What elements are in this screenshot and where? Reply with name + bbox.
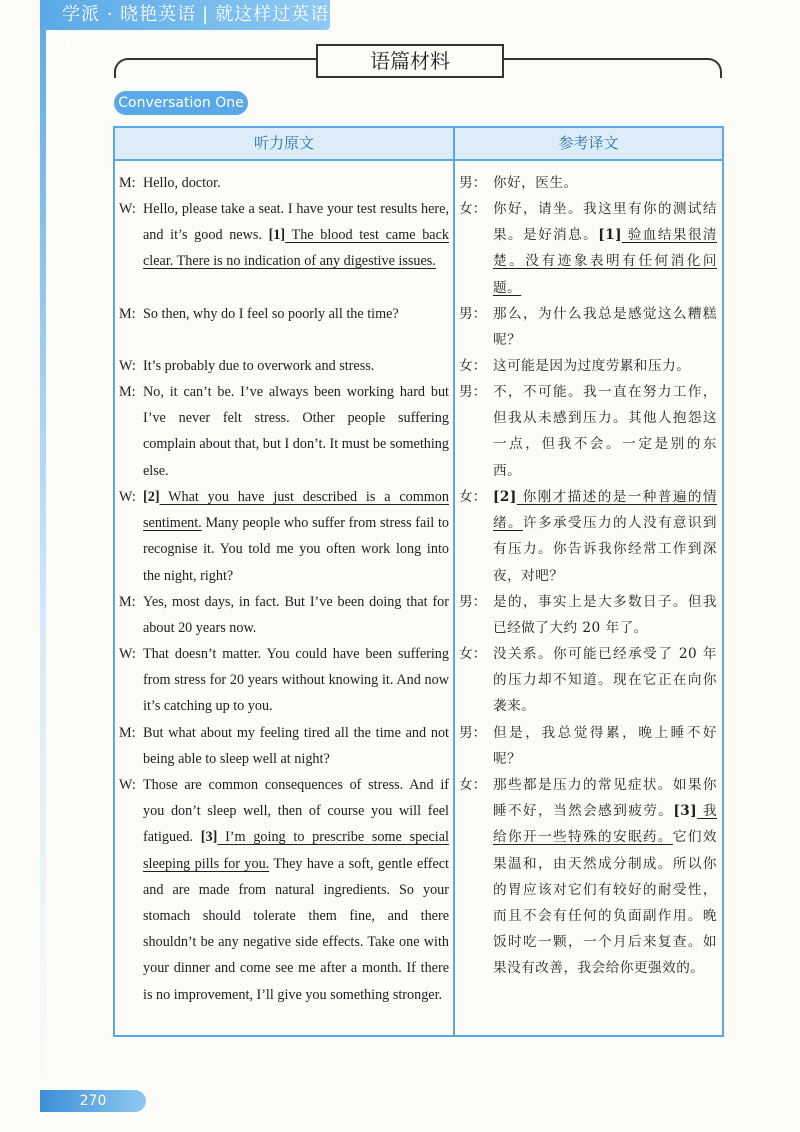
zh-cell — [459, 589, 717, 641]
en-speaker: M: — [119, 384, 136, 400]
text-run: Those are common consequences of stress. And if you don’t sleep well, then of course you will feel fatigued. — [143, 777, 449, 846]
en-text — [143, 353, 449, 379]
en-text — [143, 720, 449, 772]
header-divider: | — [202, 4, 210, 25]
col-header-original: 听力原文 — [253, 134, 314, 152]
answer-marker: [2] — [493, 489, 517, 505]
answer-underline: What you have just described is a common sentiment. — [143, 489, 449, 532]
en-speaker: M: — [119, 725, 136, 741]
page-number: 270 — [40, 1090, 146, 1112]
en-cell — [119, 196, 449, 275]
zh-text — [493, 720, 717, 772]
zh-text — [493, 484, 717, 589]
zh-cell — [459, 170, 717, 196]
en-text — [143, 301, 449, 327]
text-run: 没关系。你可能已经承受了 20 年的压力却不知道。现在它正在向你袭来。 — [493, 646, 717, 715]
en-text — [143, 170, 449, 196]
section-title: 语篇材料 — [316, 44, 504, 78]
en-cell — [119, 379, 449, 484]
text-run: Hello, doctor. — [143, 175, 221, 191]
en-text — [143, 589, 449, 641]
col-header-translation: 参考译文 — [558, 134, 619, 152]
answer-marker: [1] — [268, 227, 286, 244]
answer-underline: 我给你开一些特殊的安眠药。 — [493, 803, 718, 846]
text-run: 那些都是压力的常见症状。如果你睡不好，当然会感到疲劳。 — [493, 777, 717, 820]
text-run: Many people who suffer from stress fail to recognise it. You told me you often work long into the night, right? — [143, 515, 449, 584]
en-cell — [119, 353, 449, 379]
zh-speaker: 男： — [459, 594, 487, 610]
zh-cell — [459, 484, 717, 589]
zh-text — [493, 589, 717, 641]
book-name: 就这样过英语六级 — [62, 4, 330, 55]
en-cell — [119, 170, 449, 196]
en-text — [143, 379, 449, 484]
answer-marker: [3] — [200, 829, 218, 846]
zh-text — [493, 353, 717, 379]
transcript-table — [113, 126, 724, 1037]
zh-text — [493, 196, 717, 301]
zh-speaker: 男： — [459, 725, 487, 741]
text-run: 这可能是因为过度劳累和压力。 — [493, 358, 691, 374]
conversation-label: Conversation One — [114, 91, 248, 115]
text-run: But what about my feeling tired all the time and not being able to sleep well at night? — [143, 725, 449, 768]
zh-cell — [459, 379, 717, 484]
zh-cell — [459, 301, 717, 353]
answer-underline: 验血结果很清楚。没有迹象表明有任何消化问题。 — [493, 227, 717, 296]
answer-underline: 你刚才描述的是一种普遍的情绪。 — [493, 489, 717, 532]
zh-text — [493, 379, 717, 484]
en-speaker: W: — [119, 646, 136, 662]
text-run: Yes, most days, in fact. But I’ve been doing that for about 20 years now. — [143, 594, 449, 637]
zh-cell — [459, 720, 717, 772]
text-run: 你好，请坐。我这里有你的测试结果。是好消息。 — [493, 201, 717, 244]
zh-speaker: 男： — [459, 306, 487, 322]
en-speaker: W: — [119, 777, 136, 793]
en-speaker: M: — [119, 306, 136, 322]
text-run: 它们效果温和，由天然成分制成。所以你的胃应该对它们有较好的耐受性，而且不会有任何的负面副作用。晚饭时吃一颗，一个月后来复查。如果没有改善，我会给你更强效的。 — [493, 829, 718, 977]
en-cell — [119, 301, 449, 327]
text-run: 但是，我总觉得累，晚上睡不好呢？ — [493, 725, 717, 768]
text-run: 不，不可能。我一直在努力工作，但我从未感到压力。其他人抱怨这一点，但我不会。一定是别的东西。 — [493, 384, 717, 479]
answer-marker: [2] — [143, 489, 160, 505]
text-run: 你好，医生。 — [493, 175, 578, 191]
zh-speaker: 女： — [459, 646, 487, 662]
en-speaker: M: — [119, 594, 136, 610]
side-stripe — [40, 0, 46, 1090]
en-speaker: M: — [119, 175, 136, 191]
en-speaker: W: — [119, 489, 136, 505]
zh-cell — [459, 353, 717, 379]
zh-cell — [459, 772, 717, 982]
zh-text — [493, 170, 717, 196]
text-run: 许多承受压力的人没有意识到有压力。你告诉我你经常工作到深夜，对吧？ — [493, 515, 718, 584]
text-run: That doesn’t matter. You could have been suffering from stress for 20 years without knowing it. And now it’s catching up to you. — [143, 646, 449, 715]
en-text — [143, 641, 449, 720]
en-cell — [119, 484, 449, 589]
table-header — [115, 128, 722, 161]
column-divider — [453, 128, 455, 1035]
answer-marker: [3] — [673, 803, 698, 820]
header-banner — [40, 0, 330, 55]
zh-speaker: 女： — [459, 489, 487, 505]
text-run: They have a soft, gentle effect and are made from natural ingredients. So your stomach should tolerate them fine, and there shouldn’t be any negative side effects. Take one with your dinner and come see me after a month. If there is no improvement, I’ll give you something stronger. — [143, 855, 449, 1003]
zh-cell — [459, 641, 717, 720]
zh-speaker: 男： — [459, 384, 487, 400]
text-run: 是的，事实上是大多数日子。但我已经做了大约 20 年了。 — [493, 594, 717, 637]
zh-text — [493, 641, 717, 720]
en-cell — [119, 589, 449, 641]
en-cell — [119, 772, 449, 1008]
zh-speaker: 女： — [459, 777, 487, 793]
text-run: No, it can’t be. I’ve always been working hard but I’ve never felt stress. Other people suffering complain about that, but I don’t. It must be something else. — [143, 384, 449, 479]
zh-text — [493, 301, 717, 353]
text-run: Hello, please take a seat. I have your test results here, and it’s good news. — [143, 201, 449, 244]
zh-cell — [459, 196, 717, 301]
en-cell — [119, 641, 449, 720]
zh-speaker: 女： — [459, 201, 487, 217]
answer-marker: [1] — [598, 227, 623, 244]
zh-speaker: 女： — [459, 358, 487, 374]
answer-underline: I’m going to prescribe some special sleeping pills for you. — [143, 829, 449, 872]
text-run: So then, why do I feel so poorly all the time? — [143, 306, 399, 322]
en-speaker: W: — [119, 201, 136, 217]
en-text — [143, 772, 449, 1008]
en-speaker: W: — [119, 358, 136, 374]
en-text — [143, 196, 449, 275]
text-run: It’s probably due to overwork and stress. — [143, 358, 375, 374]
zh-text — [493, 772, 717, 982]
zh-speaker: 男： — [459, 175, 487, 191]
en-cell — [119, 720, 449, 772]
series-name: 学派 · 晓艳英语 — [62, 4, 197, 25]
text-run: 那么，为什么我总是感觉这么糟糕呢？ — [493, 306, 717, 349]
en-text — [143, 484, 449, 589]
answer-underline: The blood test came back clear. There is no indication of any digestive issues. — [143, 227, 449, 270]
